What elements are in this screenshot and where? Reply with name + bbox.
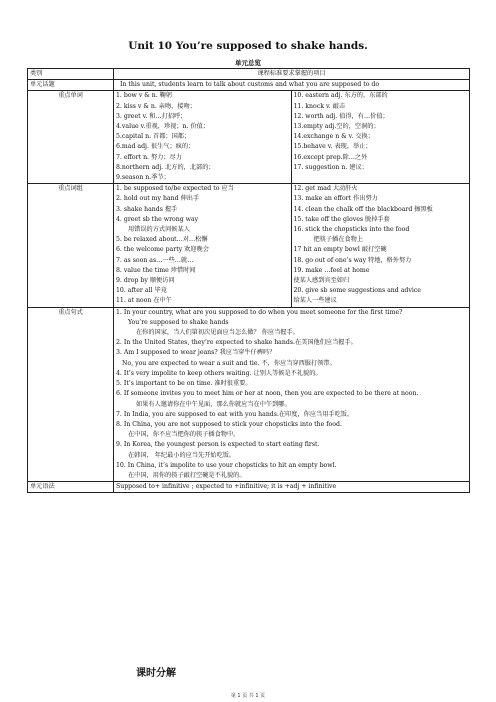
- phrase-item: 13. make an effort 作出努力: [293, 195, 378, 203]
- table-caption: 单元总览: [235, 59, 261, 67]
- sentence-line: 8. In China, you are not supposed to stick your chopsticks into the food.: [116, 420, 342, 428]
- header-category: 类别: [28, 69, 114, 80]
- phrase-item: 使某人感到宾至如归: [293, 277, 350, 285]
- phrase-item: 20. give sb some suggestions and advice: [293, 287, 421, 295]
- phrases-left-column: [114, 184, 292, 306]
- phrase-item: 16. stick the chopsticks into the food: [293, 226, 410, 234]
- sentence-line: 2. In the United States, they’re expected to shake hands.在美国他们应当握手。: [116, 339, 357, 347]
- sentences-cell: [114, 307, 470, 481]
- word-item: 8.northern adj. 北方的，北部的；: [116, 163, 215, 171]
- phrase-item: 给某人一些建议: [293, 297, 337, 305]
- sentence-line: 10. In China, it’s impolite to use your chopsticks to hit an empty bowl.: [116, 461, 337, 469]
- phrase-item: 1. be supposed to/be expected to 应当: [116, 185, 234, 193]
- word-item: 17. suggestion n. 建议；: [293, 163, 368, 171]
- unit-overview-table: [27, 68, 470, 493]
- word-item: 13.empty adj.空的，空洞的；: [293, 123, 380, 131]
- sentence-line: You’re supposed to shake hands: [128, 318, 229, 326]
- sentence-line: 在中国，用你的筷子敲打空碗是不礼貌的。: [128, 471, 246, 479]
- phrase-item: 7. as soon as…一些…就…: [116, 256, 194, 264]
- words-right-column: [292, 91, 470, 183]
- sentence-line: 6. If someone invites you to meet him or her at noon, then you are expected to be there at noon.: [116, 390, 419, 398]
- phrase-item: 6. the welcome party 欢迎晚会: [116, 246, 209, 254]
- sentence-line: No, you are expected to wear a suit and tie. 不，你应当穿西服打领带。: [122, 359, 336, 367]
- phrase-item: 18. go out of one’s way 特地，格外努力: [293, 256, 412, 264]
- phrase-item: 17 hit an empty bowl 敲打空碗: [293, 246, 387, 254]
- sentence-line: 4. It’s very impolite to keep others waiting. 让别人等候是不礼貌的。: [116, 369, 322, 377]
- sentence-line: 1. In your country, what are you supposed to do when you meet someone for the first time?: [116, 308, 403, 316]
- page-title: Unit 10 You’re supposed to shake hands.: [128, 40, 368, 52]
- sentence-line: 5. It’s important to be on time. 准时很重要。: [116, 380, 252, 388]
- phrases-right-column: [292, 184, 470, 306]
- phrase-item: 5. be relaxed about…对…松懈: [116, 236, 208, 244]
- sentence-line: 在韩国， 年纪最小的应当先开始吃饭。: [128, 451, 236, 459]
- phrase-item: 8. value the time 珍惜时间: [116, 266, 196, 274]
- word-item: 10. eastern adj. 东方的，东部的: [293, 92, 388, 100]
- sentence-line: 3. Am I supposed to wear jeans? 我应当穿牛仔裤吗？: [116, 349, 276, 357]
- phrase-item: 把筷子插在食物上: [313, 236, 363, 244]
- words-row: [28, 91, 470, 184]
- word-item: 11. knock v. 敲击: [293, 102, 346, 110]
- table-header-row: [28, 69, 470, 80]
- word-item: 3. greet v. 和…打招呼；: [116, 112, 187, 120]
- topic-row: [28, 80, 470, 91]
- word-item: 1. bow v & n. 鞠躬: [116, 92, 173, 100]
- word-item: 5.capital n. 首都；国都；: [116, 133, 191, 141]
- phrase-item: 2. hold out my hand 伸出手: [116, 195, 200, 203]
- word-item: 4.value v.重视，珍视；n. 价值；: [116, 123, 210, 131]
- word-item: 14.exchange n & v. 交换；: [293, 133, 374, 141]
- topic-text: In this unit, students learn to talk about customs and what you are supposed to do: [114, 80, 470, 91]
- word-item: 6.mad adj. 很生气；疯的；: [116, 143, 195, 151]
- phrase-item: 14. clean the chalk off the blackboard 擦黑板: [293, 205, 433, 213]
- phrases-row: [28, 184, 470, 307]
- phrase-item: 12. get mad 大动肝火: [293, 185, 358, 193]
- phrases-label: 重点词组: [28, 184, 114, 307]
- phrase-item: 4. greet sb the wrong way: [116, 215, 199, 223]
- word-item: 2. kiss v & n. 亲吻，接吻；: [116, 102, 196, 110]
- word-item: 15.behave v. 表现，举止；: [293, 143, 372, 151]
- phrase-item: 用错误的方式问候某人: [128, 226, 190, 234]
- phrase-item: 3. shake hands 握手: [116, 205, 178, 213]
- lesson-breakdown-heading: 课时分解: [136, 668, 176, 679]
- sentences-label: 重点句式: [28, 307, 114, 481]
- sentence-line: 在中国，你不应当把你的筷子插食物中。: [128, 431, 240, 439]
- sentence-line: 7. In India, you are supposed to eat with you hands.在印度，你应当用手吃饭。: [116, 410, 354, 418]
- phrase-item: 15. take off the gloves 脱掉手套: [293, 215, 390, 223]
- sentences-row: [28, 307, 470, 481]
- phrase-item: 11. at noon 在中午: [116, 297, 172, 305]
- topic-label: 单元话题: [28, 80, 114, 91]
- sentence-line: 在你的国家，当人们第初次见面应当怎么做？ 你应当握手。: [136, 329, 299, 337]
- words-label: 重点单词: [28, 91, 114, 184]
- sentence-line: 如果有人邀请你在中午见面，那么你就应当在中午到哪。: [136, 400, 291, 408]
- phrase-item: 10. after all 毕竟: [116, 287, 167, 295]
- grammar-row: [28, 482, 470, 493]
- word-item: 9.season n.季节；: [116, 174, 170, 182]
- page-number: 第 1 页 共 1 页: [230, 693, 266, 699]
- word-item: 12. worth adj. 值得，有…价值；: [293, 112, 389, 120]
- phrase-item: 9. drop by 顺便访问: [116, 277, 175, 285]
- header-items: 课程标准要求掌握的项目: [114, 69, 470, 80]
- sentence-line: 9. In Korea, the youngest person is expected to start eating first.: [116, 441, 320, 449]
- phrase-item: 19. make …feel at home: [293, 266, 370, 274]
- grammar-label: 单元语法: [28, 482, 114, 493]
- word-item: 16.except prep.除…之外: [293, 153, 368, 161]
- words-left-column: [114, 91, 292, 183]
- word-item: 7. effort n. 努力；尽力: [116, 153, 182, 161]
- grammar-text: Supposed to+ infinitive ; expected to +infinitive; it is +adj + infinitive: [114, 482, 470, 493]
